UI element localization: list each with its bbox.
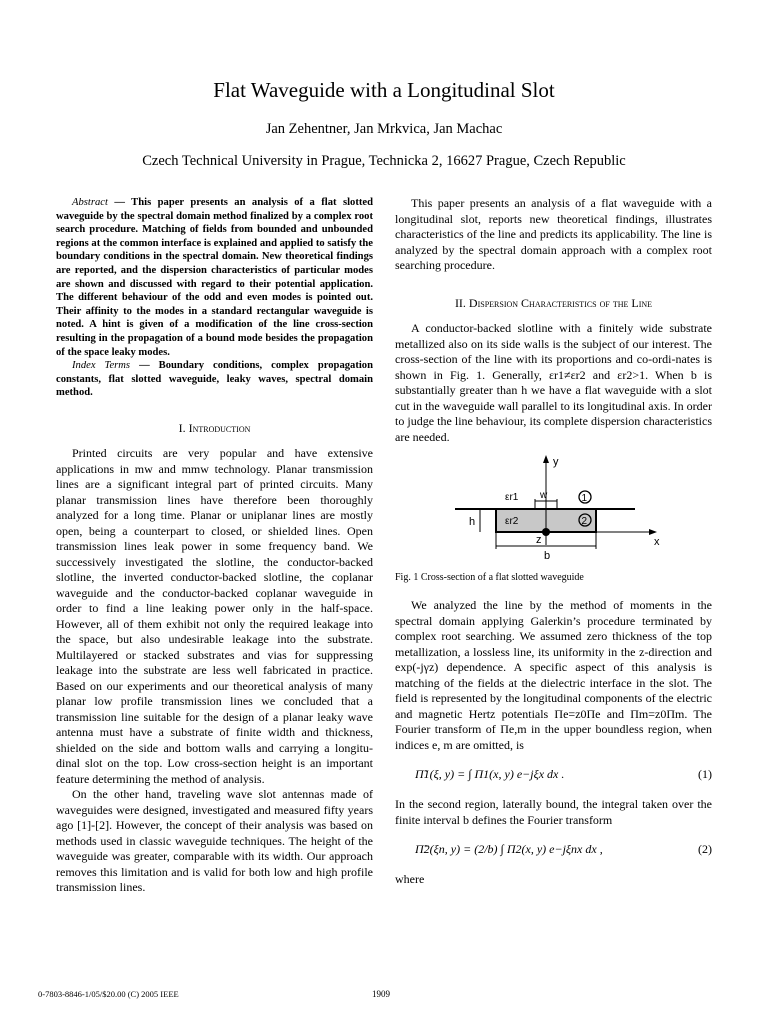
abstract: [56, 196, 373, 359]
where-text: where: [395, 872, 425, 886]
z-axis-dot: [542, 528, 550, 536]
figure-caption: Fig. 1 Cross-section of a flat slotted waveguide: [395, 572, 584, 583]
cross-section-diagram: [395, 453, 712, 565]
paragraph: We analyzed the line by the method of moments in the spectral domain applying Galerkin’s procedure terminated by complex root searching. We assumed zero thickness of the top metallization, a lossless line, its uniformity in the z-direction and exp(-jγz) dependence. A specific aspect of this analysis is matching of the fields at the dielectric interface in the slot. The field is represented by the longitudinal components of the electric and magnetic Hertz potentials Πe=z0Πe and Πm=z0Πm. The Fourier transform of Πe,m in the upper boundless region, when indices e, m are omitted, is: [395, 598, 712, 752]
copyright-notice: 0-7803-8846-1/05/$20.00 (C) 2005 IEEE: [38, 989, 179, 999]
page-number: 1909: [372, 989, 390, 999]
paragraph: In the second region, laterally bound, the integral taken over the finite interval b defines the Fourier transform: [395, 797, 712, 827]
region-2-label: 2: [581, 516, 588, 527]
figure-1: [395, 453, 712, 565]
paragraph: Printed circuits are very popular and have extensive applications in mw and mmw technology. Planar transmission lines are a significant integral part of printed circuits. Many planar transmission lines have therefore been thoroughly analyzed for a long time. Planar or uniplanar lines are mostly open, being a counterpart to closed, or shielded lines. Open transmission lines leak power in some frequency band. We successively investigated the slotline, the conductor-backed slotline, the inverted conductor-backed slotline, the coplanar waveguide and the conductor-backed coplanar waveguide in order to find a line leaking power only in the half-space. However, all of them exhibit not only the required leakage into the space, but also undesirable leakage into the substrate. Multilayered or stacked substrates and vias for suppressing leakage into the substrate are less well fabricated in practice. Based on our experiments and our theoretical analysis of many planar low profile transmission lines we concluded that a transmission line suitable for the design of a planar leaky wave antenna must have a substrate of finite width and thickness, shielded on the side and bottom walls and carrying a longitu-dinal slot on the top. Low cross-section height is an important feature determining the method of analysis.: [56, 446, 373, 786]
w-label: w: [540, 490, 548, 501]
x-axis-arrow: [649, 529, 657, 535]
equation-1-number: (1): [698, 767, 712, 782]
left-column: [56, 196, 373, 896]
equation-2-body: Π̃2(ξn, y) = (2/b) ∫ Π2(x, y) e−jξnx dx ,: [415, 842, 603, 857]
z-label: z: [536, 534, 542, 546]
affiliation: Czech Technical University in Prague, Technicka 2, 16627 Prague, Czech Republic: [142, 153, 626, 169]
equation-1-body: Π̃1(ξ, y) = ∫ Π1(x, y) e−jξx dx .: [415, 767, 565, 782]
right-column: [395, 196, 712, 888]
b-label: b: [544, 550, 551, 562]
equation-2: [395, 828, 712, 872]
equation-2-number: (2): [698, 842, 712, 857]
y-label: y: [553, 456, 559, 468]
x-label: x: [654, 536, 660, 548]
index-terms-text: — Boundary conditions, complex propagation constants, flat slotted waveguide, leaky waves, spectral domain method.: [56, 360, 373, 399]
section-heading-introduction: I. Introduction: [178, 420, 251, 435]
abstract-label: Abstract: [72, 197, 108, 208]
abstract-text: — This paper presents an analysis of a flat slotted waveguide by the spectral domain method finalized by a complex root search procedure. Matching of fields from bounded and unbounded regions at the common interface is explained and applied to satisfy the boundary conditions in the spectral domain. New theoretical findings are reported, and the dispersion characteristics of particular modes are shown and discussed with regard to their potential application. The different behaviour of the odd and even modes is pointed out. Their affinity to the modes in a standard rectangular waveguide is noted. A hint is given of a modification of the line cross-section resulting in the propagation of a bound mode besides the propagation of the space leaky modes.: [56, 197, 373, 358]
paper-title: Flat Waveguide with a Longitudinal Slot: [213, 78, 555, 102]
epsilon-r2-label: εr2: [505, 516, 519, 527]
paragraph: On the other hand, traveling wave slot antennas made of waveguides were designed, investigated and measured fifty years ago [1]-[2]. However, the concept of their analysis was based on methods used in classic waveguide techniques. The height of the waveguide was greater, comparable with its width. Our approach removes this limitation and is valid for both low and high profile transmission lines.: [56, 787, 373, 895]
author-list: Jan Zehentner, Jan Mrkvica, Jan Machac: [265, 121, 503, 137]
equation-1: [395, 753, 712, 797]
index-terms-label: Index Terms: [72, 360, 131, 372]
paragraph: This paper presents an analysis of a flat waveguide with a longitudinal slot, reports new theoretical findings, illustrates characteristics of the line and predicts its applicability. The line is analyzed by the spectral domain approach with a complex root searching procedure.: [395, 196, 712, 272]
region-1-label: 1: [581, 493, 588, 504]
section-heading-dispersion: II. Dispersion Characteristics of the Line: [454, 295, 653, 310]
h-label: h: [469, 516, 476, 528]
paragraph: A conductor-backed slotline with a finitely wide substrate metallized also on its side walls is the subject of our interest. The cross-section of the line with its proportions and co-ordi-nates is shown in Fig. 1. Generally, εr1≠εr2 and εr2>1. When b is substantially greater than h we have a flat waveguide with a slot cut in the waveguide wall parallel to its longitudinal axis. In order to judge the line behaviour, its complete dispersion characteristics are needed.: [395, 321, 712, 444]
index-terms: [56, 359, 373, 400]
y-axis-arrow: [543, 455, 549, 463]
epsilon-r1-label: εr1: [505, 492, 519, 503]
